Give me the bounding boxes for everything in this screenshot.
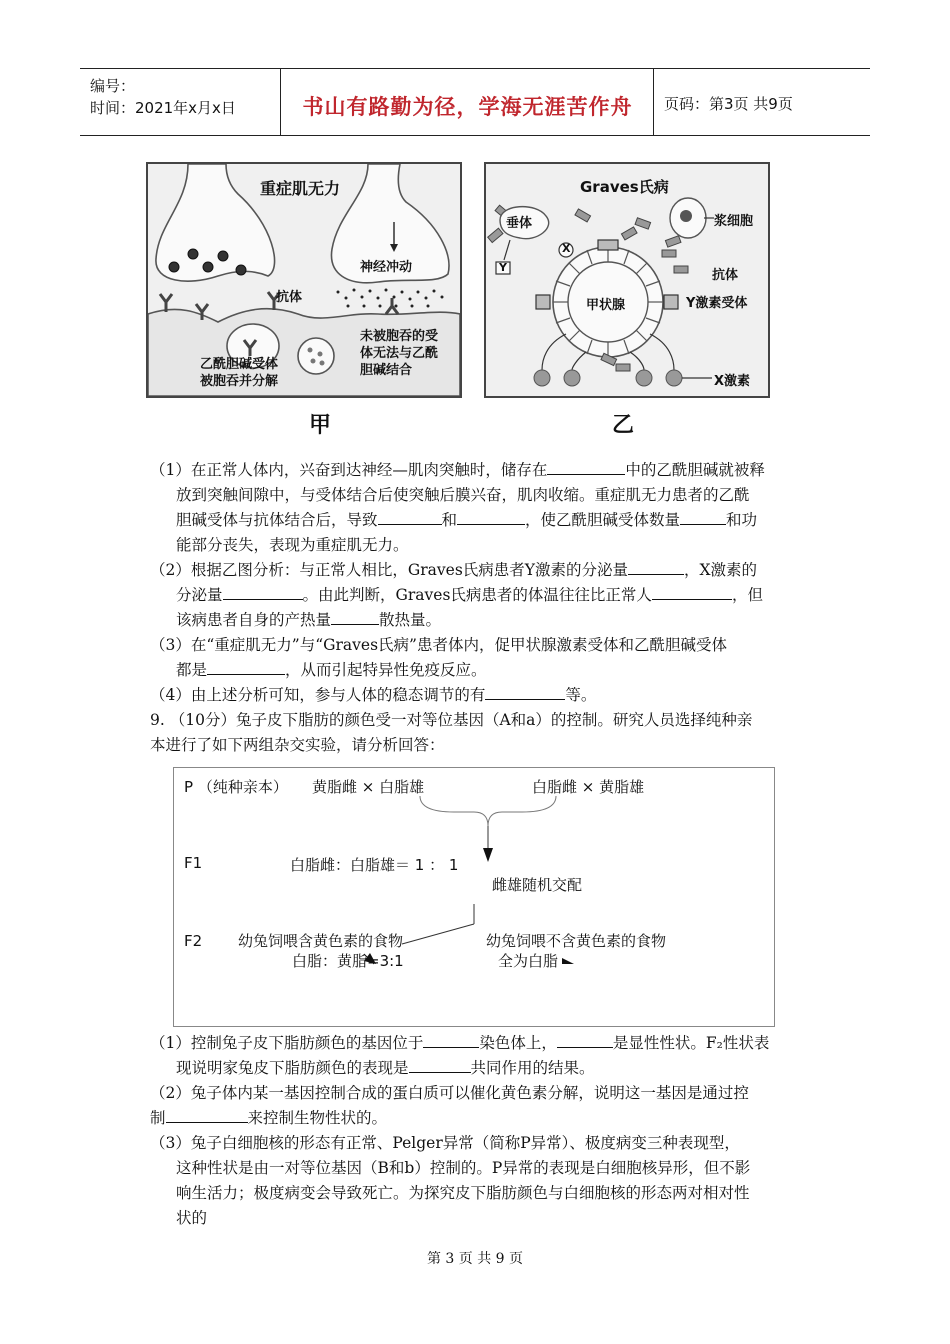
figure-jia: [146, 162, 462, 398]
f2-left-condition: 幼兔饲喂含黄色素的食物: [238, 932, 404, 950]
q1-text-b: 中的乙酰胆碱就被释: [625, 461, 765, 479]
p-cross-2: 白脂雌 × 黄脂雄: [532, 778, 645, 796]
f1-label: F1: [184, 854, 203, 872]
p-cross-1: 黄脂雌 × 白脂雄: [312, 778, 425, 796]
s1-text-e: 共同作用的结果。: [470, 1059, 595, 1077]
q4-line: [150, 683, 596, 707]
answer-blank[interactable]: [409, 1056, 471, 1073]
s3-line-1: （3）兔子白细胞核的形态有正常、Pelger异常（简称P异常）、极度病变三种表现型，: [150, 1134, 740, 1152]
s1-text-c: 是显性性状。F₂性状表: [612, 1034, 770, 1052]
header-page-cell: [653, 69, 871, 135]
page-header: [80, 68, 870, 136]
q9-line-2: 本进行了如下两组杂交实验，请分析回答：: [150, 736, 445, 754]
q2-text-f: 该病患者自身的产热量: [176, 611, 332, 629]
answer-blank[interactable]: [557, 1031, 613, 1048]
answer-blank[interactable]: [378, 508, 442, 525]
q3-line-2: [176, 658, 487, 682]
q1-line-3: [176, 508, 757, 532]
note-right-line-2: 体无法与乙酰: [360, 346, 439, 361]
cross-lines: [174, 768, 774, 1026]
q3-line-1: （3）在“重症肌无力”与“Graves氏病”患者体内，促甲状腺激素受体和乙酰胆碱受体: [150, 636, 727, 654]
answer-blank[interactable]: [680, 508, 726, 525]
answer-blank[interactable]: [628, 558, 684, 575]
page-info: 页码：第3页 共9页: [664, 95, 793, 113]
nerve-impulse-label: 神经冲动: [360, 260, 413, 275]
header-left-cell: [80, 69, 280, 135]
date-label: 时间：2021年x月x日: [90, 99, 236, 117]
s3-line-2: 这种性状是由一对等位基因（B和b）控制的。P异常的表现是白细胞核异形，但不影: [176, 1159, 751, 1177]
answer-blank[interactable]: [423, 1031, 479, 1048]
figure-jia-title: 重症肌无力: [260, 179, 341, 198]
s1-text-a: （1）控制兔子皮下脂肪颜色的基因位于: [150, 1034, 424, 1052]
f2-left-ratio: 白脂：黄脂=3:1: [292, 952, 404, 970]
s2-text-a: 制: [150, 1109, 166, 1127]
figure-yi-title: Graves氏病: [580, 178, 669, 196]
s2-line-2: [150, 1106, 387, 1130]
number-label: 编号：: [90, 77, 136, 95]
q2-line-3: [176, 608, 441, 632]
s1-text-d: 现说明家兔皮下脂肪颜色的表现是: [176, 1059, 409, 1077]
s1-line-2: [176, 1056, 595, 1080]
q2-text-a: （2）根据乙图分析：与正常人相比，Graves氏病患者Y激素的分泌量: [150, 561, 629, 579]
q1-text-a: （1）在正常人体内，兴奋到达神经—肌肉突触时，储存在: [150, 461, 548, 479]
note-right-line-1: 未被胞吞的受: [360, 329, 439, 344]
y-receptor-label: Y激素受体: [686, 296, 748, 311]
s2-line-1: （2）兔子体内某一基因控制合成的蛋白质可以催化黄色素分解，说明这一基因是通过控: [150, 1084, 749, 1102]
q1-text-f: 和功: [726, 511, 758, 529]
note-left-line-2: 被胞吞并分解: [200, 374, 279, 389]
p-label: P （纯种亲本）: [184, 778, 288, 796]
figure-yi-caption: 乙: [612, 413, 635, 438]
figure-yi: [484, 162, 770, 398]
answer-blank[interactable]: [223, 583, 303, 600]
thyroid-label: 甲状腺: [586, 298, 626, 313]
s2-text-b: 来控制生物性状的。: [247, 1109, 388, 1127]
cross-diagram: [173, 767, 775, 1027]
q1-line-4: 能部分丧失，表现为重症肌无力。: [176, 536, 409, 554]
q2-line-2: [176, 583, 763, 607]
f2-label: F2: [184, 932, 203, 950]
page-footer: 第 3 页 共 9 页: [426, 1251, 524, 1267]
plasma-cell-label: 浆细胞: [714, 214, 754, 229]
pituitary-label: 垂体: [506, 216, 533, 231]
answer-blank[interactable]: [652, 583, 732, 600]
f1-text: 白脂雌：白脂雄＝ 1 ： 1: [290, 856, 459, 874]
answer-blank[interactable]: [207, 658, 285, 675]
answer-blank[interactable]: [547, 458, 625, 475]
random-mating-label: 雌雄随机交配: [492, 876, 583, 894]
receptor-endocytosis-note: [200, 356, 278, 390]
q4-text-a: （4）由上述分析可知，参与人体的稳态调节的有: [150, 686, 486, 704]
q1-text-e: ，使乙酰胆碱受体数量: [525, 511, 681, 529]
f2-right-ratio: 全为白脂: [498, 952, 559, 970]
antibody-label-jia: 抗体: [276, 290, 303, 305]
receptor-blocked-note: [360, 328, 438, 379]
answer-blank[interactable]: [331, 608, 379, 625]
answer-blank[interactable]: [166, 1106, 248, 1123]
q3-text-a: 都是: [176, 661, 208, 679]
motto: 书山有路勤为径，学海无涯苦作舟: [302, 95, 633, 119]
q2-text-c: 分泌量: [176, 586, 223, 604]
s3-line-3: 响生活力；极度病变会导致死亡。为探究皮下脂肪颜色与白细胞核的形态两对相对性: [176, 1184, 750, 1202]
figure-jia-caption: 甲: [309, 413, 332, 438]
q1-line-1: [150, 458, 765, 482]
q2-line-1: [150, 558, 757, 582]
q1-text-c: 胆碱受体与抗体结合后，导致: [176, 511, 378, 529]
note-left-line-1: 乙酰胆碱受体: [200, 357, 279, 372]
q2-text-e: ，但: [731, 586, 763, 604]
s3-line-4: 状的: [176, 1209, 208, 1227]
header-motto-cell: [280, 69, 654, 135]
antibody-label-yi: 抗体: [712, 268, 739, 283]
q2-text-d: 。由此判断，Graves氏病患者的体温往往比正常人: [302, 586, 652, 604]
q2-text-g: 散热量。: [379, 611, 442, 629]
y-mark: Y: [499, 261, 507, 274]
answer-blank[interactable]: [457, 508, 525, 525]
q9-line-1: 9. （10分）兔子皮下脂肪的颜色受一对等位基因（A和a）的控制。研究人员选择纯种亲: [150, 711, 753, 729]
f2-right-condition: 幼兔饲喂不含黄色素的食物: [486, 932, 667, 950]
s1-line-1: [150, 1031, 769, 1055]
s1-text-b: 染色体上，: [479, 1034, 557, 1052]
q1-line-2: 放到突触间隙中，与受体结合后使突触后膜兴奋，肌肉收缩。重症肌无力患者的乙酰: [176, 486, 750, 504]
q2-text-b: ，X激素的: [684, 561, 758, 579]
note-right-line-3: 胆碱结合: [360, 363, 413, 378]
q1-text-d: 和: [441, 511, 458, 529]
x-mark: X: [562, 242, 571, 255]
q4-text-b: 等。: [565, 686, 597, 704]
answer-blank[interactable]: [485, 683, 565, 700]
q3-text-b: ，从而引起特异性免疫反应。: [285, 661, 487, 679]
x-hormone-label: X激素: [714, 374, 751, 389]
